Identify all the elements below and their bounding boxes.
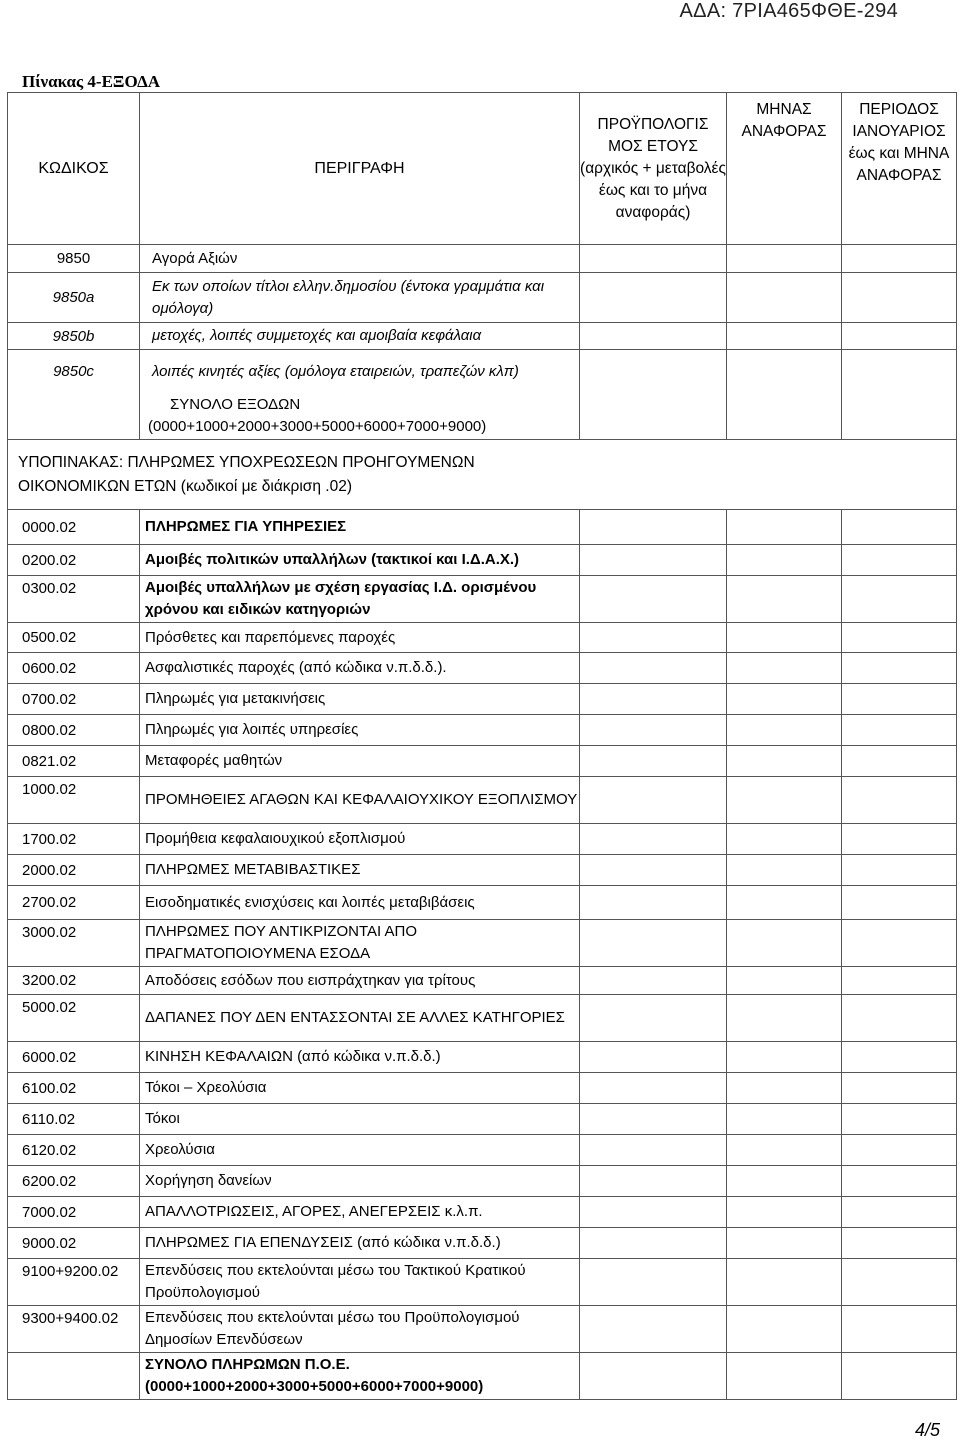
payment-code: 3000.02 [8, 920, 140, 967]
table-row [8, 245, 957, 273]
payment-label: Μεταφορές μαθητών [140, 746, 580, 777]
payment-code: 6100.02 [8, 1073, 140, 1104]
page-number: 4/5 [914, 1420, 940, 1440]
payment-label: Προμήθεια κεφαλαιουχικού εξοπλισμού [140, 824, 580, 855]
payment-code: 0600.02 [8, 653, 140, 684]
table-row [8, 273, 957, 323]
payment-label: ΑΠΑΛΛΟΤΡΙΩΣΕΙΣ, ΑΓΟΡΕΣ, ΑΝΕΓΕΡΣΕΙΣ κ.λ.π. [140, 1197, 580, 1228]
total-payments-label: ΣΥΝΟΛΟ ΠΛΗΡΩΜΩΝ Π.Ο.Ε. [145, 1356, 350, 1373]
payment-code: 3200.02 [8, 967, 140, 995]
subtable-title-row [8, 440, 957, 510]
table-row [8, 746, 957, 777]
payment-code: 0500.02 [8, 623, 140, 653]
budget-title: ΠΡΟΫΠΟΛΟΓΙΣ ΜΟΣ ΕΤΟΥΣ [597, 115, 709, 155]
payment-code: 7000.02 [8, 1197, 140, 1228]
table-row [8, 715, 957, 746]
row-description: Εκ των οποίων τίτλοι ελλην.δημοσίου (έντοκα γραμμάτια και ομόλογα) [140, 273, 580, 323]
ada-document-id: ΑΔΑ: 7ΡΙΑ465ΦΘΕ-294 [679, 0, 898, 22]
row-description: Αγορά Αξιών [140, 245, 580, 273]
payment-code: 6200.02 [8, 1166, 140, 1197]
period-note: ΙΑΝΟΥΑΡΙΟΣ έως και ΜΗΝΑ ΑΝΑΦΟΡΑΣ [848, 123, 950, 184]
column-budget [580, 93, 727, 245]
payment-label: Επενδύσεις που εκτελούνται μέσω του Προϋπολογισμού Δημοσίων Επενδύσεων [140, 1306, 580, 1353]
payment-code: 0821.02 [8, 746, 140, 777]
column-period [842, 93, 957, 245]
month-cell [727, 323, 842, 350]
month-cell [727, 273, 842, 323]
payment-label: Πρόσθετες και παρεπόμενες παροχές [140, 623, 580, 653]
payment-label: Αμοιβές υπαλλήλων με σχέση εργασίας Ι.Δ. ορισμένου χρόνου και ειδικών κατηγοριών [140, 576, 580, 623]
payment-label: Αποδόσεις εσόδων που εισπράχτηκαν για τρίτους [140, 967, 580, 995]
row-code: 9850 [8, 245, 140, 273]
payment-code: 0200.02 [8, 545, 140, 576]
table-row [8, 967, 957, 995]
month-cell [727, 350, 842, 394]
payment-label: Εισοδηματικές ενισχύσεις και λοιπές μεταβιβάσεις [140, 886, 580, 920]
table-row [8, 545, 957, 576]
budget-cell [580, 323, 727, 350]
month-cell [727, 245, 842, 273]
budget-cell [580, 273, 727, 323]
row-description: μετοχές, λοιπές συμμετοχές και αμοιβαία κεφάλαια [140, 323, 580, 350]
budget-cell [580, 394, 727, 440]
payment-label: Ασφαλιστικές παροχές (από κώδικα ν.π.δ.δ.). [140, 653, 580, 684]
payment-label: ΠΛΗΡΩΜΕΣ ΓΙΑ ΕΠΕΝΔΥΣΕΙΣ (από κώδικα ν.π.δ.δ.) [140, 1228, 580, 1259]
total-payments-row [8, 1353, 957, 1400]
period-title: ΠΕΡΙΟΔΟΣ [859, 101, 939, 118]
payment-code: 1000.02 [8, 777, 140, 824]
table-row [8, 623, 957, 653]
payment-label: ΠΛΗΡΩΜΕΣ ΜΕΤΑΒΙΒΑΣΤΙΚΕΣ [140, 855, 580, 886]
period-cell [842, 245, 957, 273]
table-row [8, 1073, 957, 1104]
payment-code: 5000.02 [8, 995, 140, 1042]
payment-code: 6120.02 [8, 1135, 140, 1166]
payment-code: 6000.02 [8, 1042, 140, 1073]
table-row [8, 995, 957, 1042]
month-cell [727, 394, 842, 440]
payment-label: ΚΙΝΗΣΗ ΚΕΦΑΛΑΙΩΝ (από κώδικα ν.π.δ.δ.) [140, 1042, 580, 1073]
payment-label: Πληρωμές για μετακινήσεις [140, 684, 580, 715]
payment-label: Πληρωμές για λοιπές υπηρεσίες [140, 715, 580, 746]
table-row [8, 1166, 957, 1197]
table-row [8, 1042, 957, 1073]
budget-note: (αρχικός + μεταβολές έως και το μήνα αναφοράς) [580, 159, 726, 221]
payment-label: ΔΑΠΑΝΕΣ ΠΟΥ ΔΕΝ ΕΝΤΑΣΣΟΝΤΑΙ ΣΕ ΑΛΛΕΣ ΚΑΤΗΓΟΡΙΕΣ [140, 995, 580, 1042]
payment-code: 9300+9400.02 [8, 1306, 140, 1353]
period-cell [842, 350, 957, 394]
payment-code: 2700.02 [8, 886, 140, 920]
table-title: Πίνακας 4-ΕΞΟΔΑ [22, 72, 161, 91]
payment-code: 0700.02 [8, 684, 140, 715]
budget-cell [580, 350, 727, 394]
payment-code: 0800.02 [8, 715, 140, 746]
table-row [8, 1306, 957, 1353]
table-row [8, 1259, 957, 1306]
subtable-title: ΥΠΟΠΙΝΑΚΑΣ: ΠΛΗΡΩΜΕΣ ΥΠΟΧΡΕΩΣΕΩΝ ΠΡΟΗΓΟΥΜΕΝΩΝ ΟΙΚΟΝΟΜΙΚΩΝ ΕΤΩΝ (κωδικοί με διάκριση .02) [8, 440, 580, 510]
table-row [8, 684, 957, 715]
row-code: 9850b [8, 323, 140, 350]
payment-label: Χρεολύσια [140, 1135, 580, 1166]
table-row [8, 824, 957, 855]
period-cell [842, 394, 957, 440]
column-month: ΜΗΝΑΣ ΑΝΑΦΟΡΑΣ [727, 93, 842, 245]
payment-label: Επενδύσεις που εκτελούνται μέσω του Τακτικού Κρατικού Προϋπολογισμού [140, 1259, 580, 1306]
payment-label: ΠΛΗΡΩΜΕΣ ΓΙΑ ΥΠΗΡΕΣΙΕΣ [140, 510, 580, 545]
period-cell [842, 323, 957, 350]
payment-code: 9100+9200.02 [8, 1259, 140, 1306]
payment-code: 1700.02 [8, 824, 140, 855]
table-row [8, 510, 957, 545]
table-row [8, 350, 957, 394]
table-row [8, 653, 957, 684]
payment-code: 2000.02 [8, 855, 140, 886]
column-code: ΚΩΔΙΚΟΣ [8, 93, 140, 245]
table-row [8, 1228, 957, 1259]
table-row [8, 576, 957, 623]
header-row [8, 93, 957, 245]
table-row [8, 1197, 957, 1228]
payment-label: Χορήγηση δανείων [140, 1166, 580, 1197]
total-expenses-row [8, 394, 957, 440]
payment-code: 0300.02 [8, 576, 140, 623]
table-row [8, 323, 957, 350]
budget-cell [580, 245, 727, 273]
payment-code: 6110.02 [8, 1104, 140, 1135]
table-row [8, 777, 957, 824]
table-row [8, 920, 957, 967]
total-expenses-formula: (0000+1000+2000+3000+5000+6000+7000+9000) [148, 418, 487, 436]
payment-label: Τόκοι [140, 1104, 580, 1135]
row-code: 9850c [8, 350, 140, 394]
payment-label: Αμοιβές πολιτικών υπαλλήλων (τακτικοί και Ι.Δ.Α.Χ.) [140, 545, 580, 576]
table-row [8, 886, 957, 920]
row-code: 9850a [8, 273, 140, 323]
column-description: ΠΕΡΙΓΡΑΦΗ [140, 93, 580, 245]
period-cell [842, 273, 957, 323]
row-description: λοιπές κινητές αξίες (ομόλογα εταιρειών, τραπεζών κλπ) [140, 350, 580, 394]
table-row [8, 1104, 957, 1135]
table-row [8, 1135, 957, 1166]
payment-label: Τόκοι – Χρεολύσια [140, 1073, 580, 1104]
payment-label: ΠΡΟΜΗΘΕΙΕΣ ΑΓΑΘΩΝ ΚΑΙ ΚΕΦΑΛΑΙΟΥΧΙΚΟΥ ΕΞΟΠΛΙΣΜΟΥ [140, 777, 580, 824]
payment-code: 9000.02 [8, 1228, 140, 1259]
total-expenses-label: ΣΥΝΟΛΟ ΕΞΟΔΩΝ [170, 396, 301, 414]
payment-label: ΠΛΗΡΩΜΕΣ ΠΟΥ ΑΝΤΙΚΡΙΖΟΝΤΑΙ ΑΠΟ ΠΡΑΓΜΑΤΟΠΟΙΟΥΜΕΝΑ ΕΣΟΔΑ [140, 920, 580, 967]
payment-code: 0000.02 [8, 510, 140, 545]
table-row [8, 855, 957, 886]
total-payments-formula: (0000+1000+2000+3000+5000+6000+7000+9000) [145, 1378, 484, 1395]
expenses-table [7, 92, 957, 1400]
